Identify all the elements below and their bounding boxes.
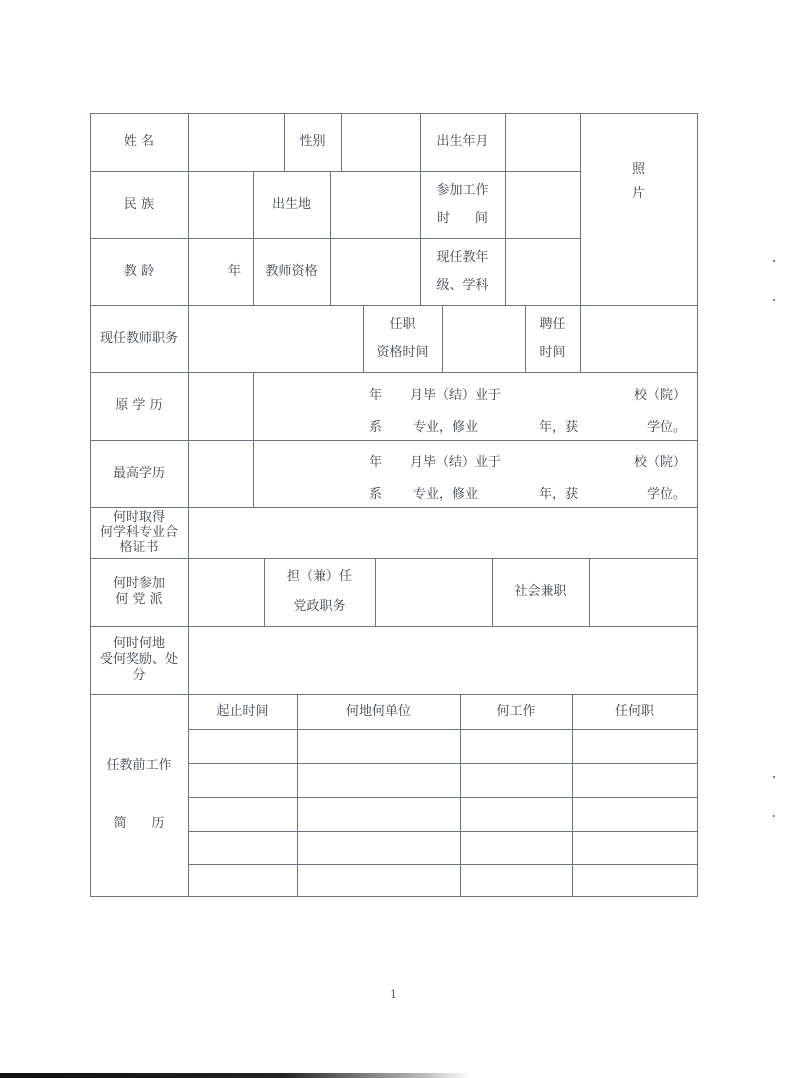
header-position: 任何职 xyxy=(614,703,654,719)
grade-subject-label-line1: 现任教年 xyxy=(436,249,489,265)
work-history-cell[interactable] xyxy=(573,832,697,864)
party-field[interactable] xyxy=(189,559,264,626)
party-duty-label xyxy=(264,558,375,626)
birthplace-field[interactable] xyxy=(331,172,420,238)
certificate-label-line3: 格证书 xyxy=(119,540,159,555)
grade-subject-label xyxy=(420,238,505,305)
certificate-label xyxy=(90,507,188,558)
table-border-bottom xyxy=(90,896,698,897)
work-history-cell[interactable] xyxy=(461,865,572,896)
work-history-cell[interactable] xyxy=(189,764,297,797)
work-history-cell[interactable] xyxy=(298,764,460,797)
highest-education-detail[interactable] xyxy=(254,441,697,507)
scan-speck xyxy=(773,776,775,778)
position-field[interactable] xyxy=(189,306,363,372)
party-label-line2: 何 党 派 xyxy=(115,592,163,607)
party-label xyxy=(90,558,188,626)
teaching-years-label: 教 龄 xyxy=(123,263,155,279)
social-position-label: 社会兼职 xyxy=(514,584,567,599)
header-period: 起止时间 xyxy=(216,703,269,719)
social-position-field[interactable] xyxy=(590,559,697,626)
scan-edge-shadow xyxy=(0,1073,470,1078)
scan-speck xyxy=(773,260,775,262)
position-label: 现任教师职务 xyxy=(99,330,178,346)
birthplace-label: 出生地 xyxy=(271,196,311,212)
work-history-cell[interactable] xyxy=(461,764,572,797)
work-history-cell[interactable] xyxy=(298,730,460,763)
gender-field[interactable] xyxy=(342,114,420,171)
edu-month-grad: 月毕（结）业于 xyxy=(410,455,502,470)
birth-date-field[interactable] xyxy=(506,114,580,171)
edu-years: 年，获 xyxy=(539,487,579,502)
header-employer: 何地何单位 xyxy=(345,703,411,719)
cert-time-field[interactable] xyxy=(443,306,525,372)
awards-label xyxy=(90,626,188,694)
party-duty-label-line1: 担（兼）任 xyxy=(286,569,352,584)
edu-years: 年，获 xyxy=(539,420,579,435)
table-border-right xyxy=(697,113,698,897)
certificate-field[interactable] xyxy=(189,508,697,558)
work-history-label-line1: 任教前工作 xyxy=(106,758,172,773)
qualification-field[interactable] xyxy=(331,239,420,305)
scan-speck xyxy=(773,815,775,817)
edu-school: 校（院） xyxy=(634,455,687,470)
photo-box[interactable] xyxy=(580,113,697,305)
cert-time-label-line1: 任职 xyxy=(389,316,416,332)
work-history-cell[interactable] xyxy=(298,798,460,831)
appoint-time-label xyxy=(525,305,580,372)
work-history-cell[interactable] xyxy=(189,730,297,763)
photo-label-line2: 片 xyxy=(631,186,645,201)
work-history-cell[interactable] xyxy=(461,798,572,831)
party-duty-label-line2: 党政职务 xyxy=(293,599,346,614)
ethnicity-field[interactable] xyxy=(189,172,253,238)
edu-degree: 学位。 xyxy=(647,487,687,502)
edu-dept: 系 xyxy=(369,420,383,435)
work-history-cell[interactable] xyxy=(189,798,297,831)
edu-degree: 学位。 xyxy=(647,420,687,435)
work-history-cell[interactable] xyxy=(461,832,572,864)
work-history-cell[interactable] xyxy=(189,865,297,896)
certificate-label-line1: 何时取得 xyxy=(112,510,165,525)
work-history-cell[interactable] xyxy=(189,832,297,864)
awards-label-line3: 分 xyxy=(132,668,146,683)
teaching-years-field[interactable] xyxy=(189,239,253,305)
edu-major: 专业，修业 xyxy=(413,420,479,435)
work-start-label xyxy=(420,171,505,238)
photo-label-line1: 照 xyxy=(631,162,645,177)
ethnicity-label: 民 族 xyxy=(123,196,155,212)
edu-major: 专业，修业 xyxy=(413,487,479,502)
qualification-label: 教师资格 xyxy=(265,263,318,279)
appoint-time-field[interactable] xyxy=(581,306,697,372)
work-history-cell[interactable] xyxy=(573,764,697,797)
party-label-line1: 何时参加 xyxy=(112,576,165,591)
work-start-label-line1: 参加工作 xyxy=(436,182,489,198)
original-education-field[interactable] xyxy=(189,373,253,440)
awards-label-line1: 何时何地 xyxy=(112,636,165,651)
edu-school: 校（院） xyxy=(634,388,687,403)
header-work: 何工作 xyxy=(496,703,536,719)
name-label: 姓 名 xyxy=(123,134,155,149)
gender-label: 性别 xyxy=(299,134,326,149)
work-history-cell[interactable] xyxy=(573,798,697,831)
work-start-field[interactable] xyxy=(506,172,580,238)
certificate-label-line2: 何学科专业合 xyxy=(99,525,178,540)
edu-year: 年 xyxy=(369,455,383,470)
work-history-cell[interactable] xyxy=(461,730,572,763)
highest-education-field[interactable] xyxy=(189,441,253,507)
highest-education-label: 最高学历 xyxy=(112,465,165,481)
birth-date-label: 出生年月 xyxy=(436,134,489,149)
scan-speck xyxy=(773,299,775,301)
work-history-cell[interactable] xyxy=(573,865,697,896)
edu-year: 年 xyxy=(369,388,383,403)
years-unit: 年 xyxy=(227,264,241,279)
work-history-label-line2: 简 历 xyxy=(113,816,165,831)
grade-subject-label-line2: 级、学科 xyxy=(436,277,489,293)
cert-time-label xyxy=(363,305,442,372)
grade-subject-field[interactable] xyxy=(506,239,580,305)
work-history-cell[interactable] xyxy=(573,730,697,763)
name-field[interactable] xyxy=(189,114,284,171)
work-start-label-line2: 时 间 xyxy=(437,210,488,226)
edu-month-grad: 月毕（结）业于 xyxy=(410,388,502,403)
original-education-label: 原 学 历 xyxy=(115,398,163,413)
party-duty-field[interactable] xyxy=(376,559,492,626)
awards-field[interactable] xyxy=(189,627,697,694)
awards-label-line2: 受何奖励、处 xyxy=(99,652,178,667)
work-history-label xyxy=(90,694,188,896)
work-history-cell[interactable] xyxy=(298,865,460,896)
appoint-time-label-line2: 时间 xyxy=(539,344,566,360)
edu-dept: 系 xyxy=(369,487,383,502)
cert-time-label-line2: 资格时间 xyxy=(376,344,429,360)
work-history-cell[interactable] xyxy=(298,832,460,864)
page-number: 1 xyxy=(390,988,397,1001)
appoint-time-label-line1: 聘任 xyxy=(539,316,566,332)
original-education-detail[interactable] xyxy=(254,373,697,440)
